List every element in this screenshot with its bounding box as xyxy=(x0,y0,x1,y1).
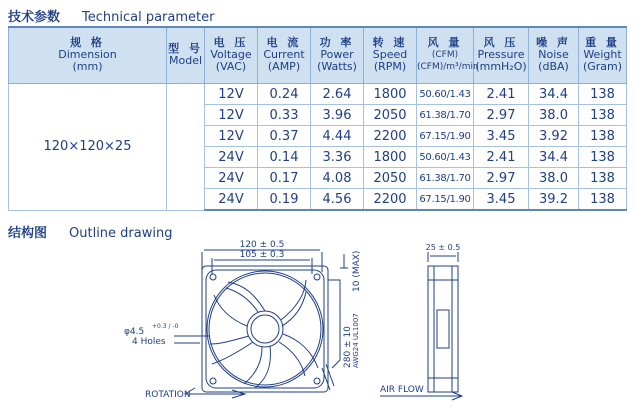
pressure-cell: 3.45 xyxy=(474,189,529,211)
spec-title-en: Technical parameter xyxy=(82,10,215,25)
voltage-cell: 12V xyxy=(205,105,258,126)
header-voltage: 电 压 Voltage (VAC) xyxy=(205,27,258,84)
speed-cell: 2050 xyxy=(364,105,417,126)
speed-cell: 2200 xyxy=(364,126,417,147)
voltage-cell: 24V xyxy=(205,147,258,168)
speed-cell: 1800 xyxy=(364,147,417,168)
dim-thickness-label: 25 ± 0.5 xyxy=(425,243,461,252)
header-weight: 重 量 Weight (Gram) xyxy=(579,27,627,84)
power-cell: 3.96 xyxy=(311,105,364,126)
spec-header-row xyxy=(9,27,627,84)
noise-cell: 34.4 xyxy=(529,84,579,105)
dim-10max-label: 10 (MAX) xyxy=(352,250,362,292)
outline-section-title xyxy=(8,222,172,241)
weight-cell: 138 xyxy=(579,105,627,126)
current-cell: 0.17 xyxy=(258,168,311,189)
weight-cell: 138 xyxy=(579,147,627,168)
voltage-cell: 12V xyxy=(205,126,258,147)
outline-drawing xyxy=(0,240,635,409)
weight-cell: 138 xyxy=(579,168,627,189)
spec-section-title xyxy=(8,6,214,25)
voltage-cell: 24V xyxy=(205,189,258,211)
rotation-label: ROTATION xyxy=(145,390,191,400)
current-cell: 0.37 xyxy=(258,126,311,147)
dimension-cell: 120×120×25 xyxy=(9,84,167,211)
spec-table xyxy=(8,26,627,211)
power-cell: 4.56 xyxy=(311,189,364,211)
weight-cell: 138 xyxy=(579,126,627,147)
model-cell xyxy=(167,84,205,211)
header-power: 功 率 Power (Watts) xyxy=(311,27,364,84)
power-cell: 4.44 xyxy=(311,126,364,147)
header-airflow: 风 量 (CFM) (CFM)/m³/min xyxy=(417,27,474,84)
pressure-cell: 2.97 xyxy=(474,168,529,189)
noise-cell: 39.2 xyxy=(529,189,579,211)
spec-title-zh: 技术参数 xyxy=(8,10,61,25)
speed-cell: 2200 xyxy=(364,189,417,211)
fan-front-view xyxy=(202,266,334,392)
airflow-cell: 61.38/1.70 xyxy=(417,105,474,126)
wire-spec-label: AWG24 UL1007 xyxy=(352,313,360,368)
noise-cell: 3.92 xyxy=(529,126,579,147)
lead-length-label: 280 ± 10 xyxy=(343,326,353,368)
power-cell: 3.36 xyxy=(311,147,364,168)
table-row xyxy=(9,84,627,105)
pressure-cell: 3.45 xyxy=(474,126,529,147)
power-cell: 2.64 xyxy=(311,84,364,105)
current-cell: 0.19 xyxy=(258,189,311,211)
air-flow-label: AIR FLOW xyxy=(380,385,424,395)
current-cell: 0.14 xyxy=(258,147,311,168)
hole-count-label: 4 Holes xyxy=(132,337,166,347)
outline-title-en: Outline drawing xyxy=(69,226,173,241)
pressure-cell: 2.97 xyxy=(474,105,529,126)
pressure-cell: 2.41 xyxy=(474,147,529,168)
airflow-cell: 61.38/1.70 xyxy=(417,168,474,189)
noise-cell: 38.0 xyxy=(529,105,579,126)
voltage-cell: 12V xyxy=(205,84,258,105)
noise-cell: 34.4 xyxy=(529,147,579,168)
header-speed: 转 速 Speed (RPM) xyxy=(364,27,417,84)
power-cell: 4.08 xyxy=(311,168,364,189)
airflow-cell: 67.15/1.90 xyxy=(417,126,474,147)
outline-title-zh: 结构图 xyxy=(8,226,48,241)
airflow-cell: 50.60/1.43 xyxy=(417,147,474,168)
header-current: 电 流 Current (AMP) xyxy=(258,27,311,84)
dim-overall-label: 120 ± 0.5 xyxy=(239,240,285,250)
noise-cell: 38.0 xyxy=(529,168,579,189)
header-pressure: 风 压 Pressure (mmH₂O) xyxy=(474,27,529,84)
speed-cell: 2050 xyxy=(364,168,417,189)
speed-cell: 1800 xyxy=(364,84,417,105)
dim-hole-pitch-label: 105 ± 0.3 xyxy=(239,250,285,260)
header-dimension: 规 格 Dimension (mm) xyxy=(9,27,167,84)
hole-tolerance-label: +0.3 / -0 xyxy=(152,323,179,330)
header-model: 型 号 Model xyxy=(167,27,205,84)
pressure-cell: 2.41 xyxy=(474,84,529,105)
weight-cell: 138 xyxy=(579,189,627,211)
fan-side-view xyxy=(428,252,458,392)
header-noise: 噪 声 Noise (dBA) xyxy=(529,27,579,84)
weight-cell: 138 xyxy=(579,84,627,105)
current-cell: 0.33 xyxy=(258,105,311,126)
hole-spec-label: φ4.5 xyxy=(124,327,145,337)
airflow-cell: 67.15/1.90 xyxy=(417,189,474,211)
current-cell: 0.24 xyxy=(258,84,311,105)
voltage-cell: 24V xyxy=(205,168,258,189)
airflow-cell: 50.60/1.43 xyxy=(417,84,474,105)
